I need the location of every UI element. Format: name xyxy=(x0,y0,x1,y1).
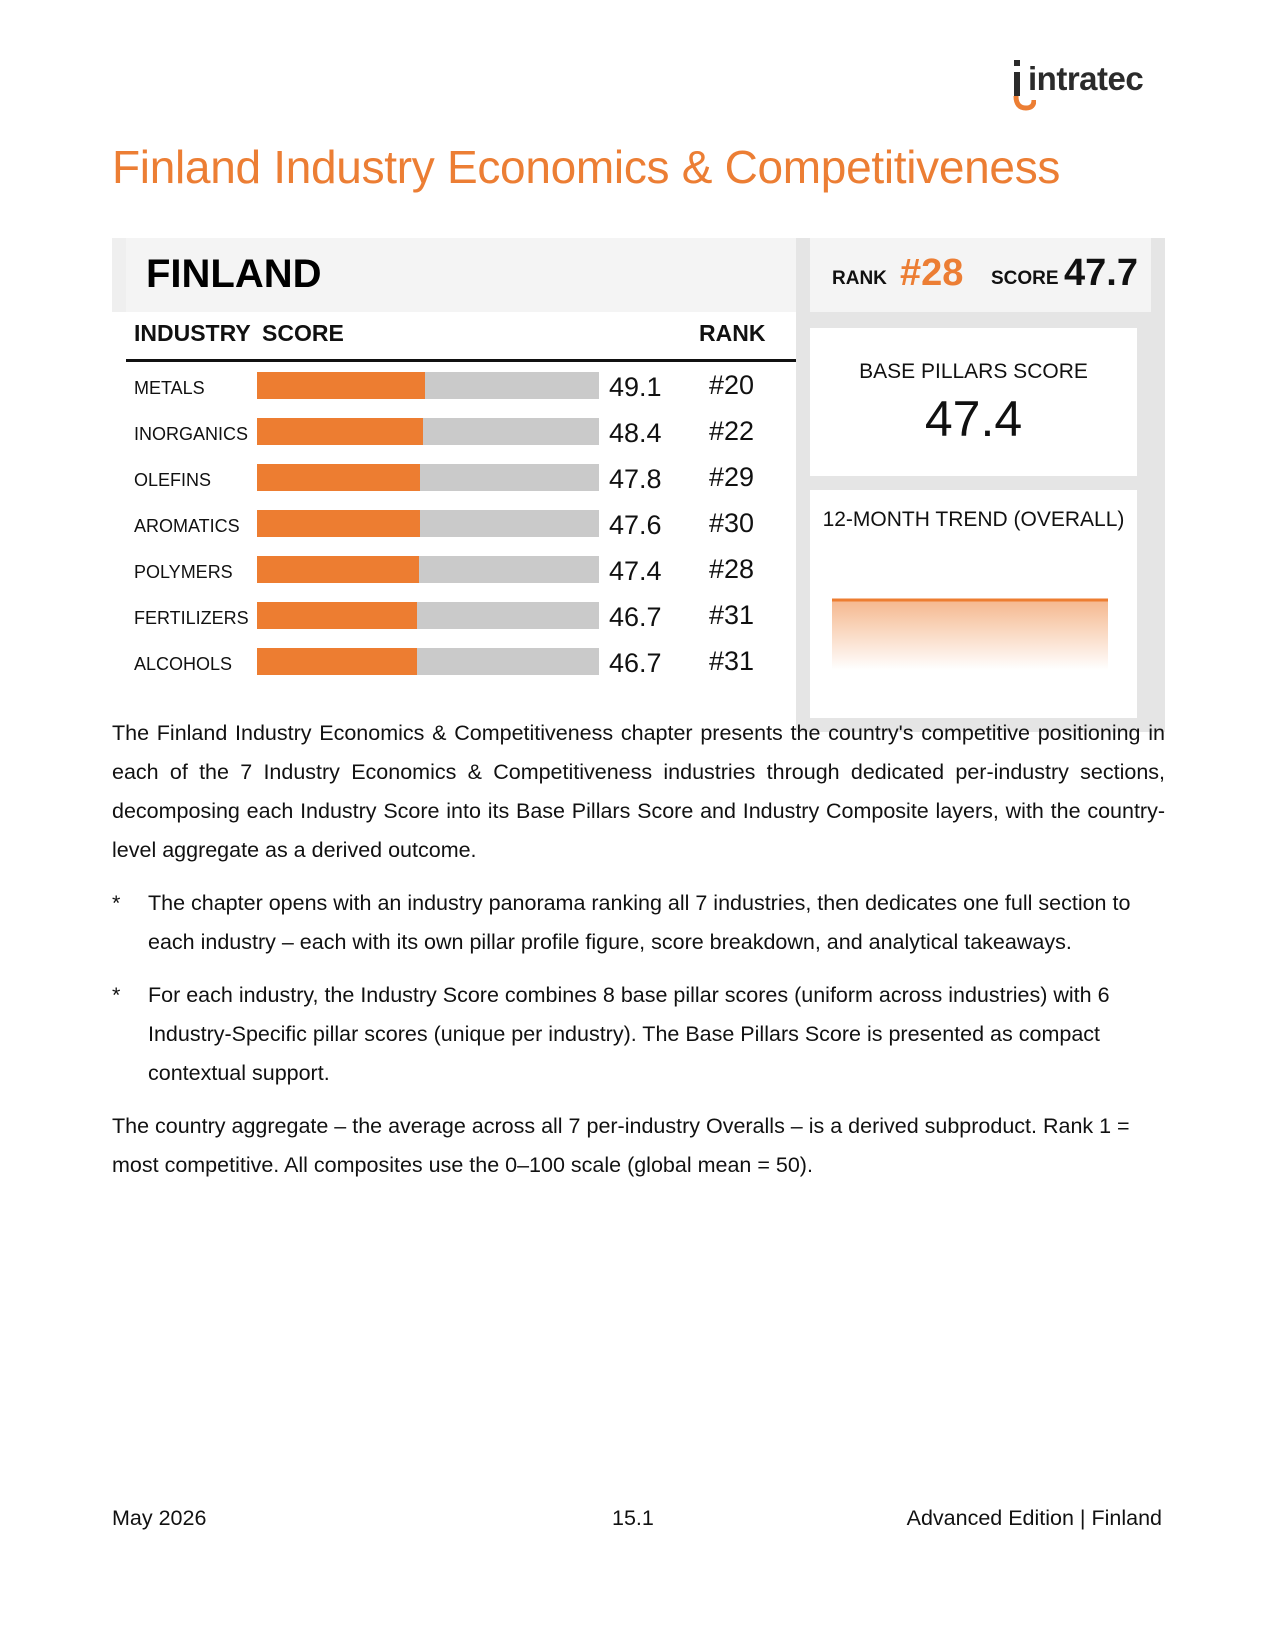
bullet-text: The chapter opens with an industry panorama ranking all 7 industries, then dedicates one full section to each industry – each with its own pillar profile figure, score breakdown, and analytical takeaways. xyxy=(148,891,1131,954)
base-pillars-value: 47.4 xyxy=(924,391,1023,447)
industry-name: FERTILIZERS xyxy=(134,608,249,628)
table-rule xyxy=(126,359,796,362)
table-row xyxy=(126,550,796,596)
bullet-marker: * xyxy=(112,983,121,1007)
header-score: SCORE xyxy=(262,320,344,346)
page-title: Finland Industry Economics & Competitiveness xyxy=(112,141,1061,193)
table-row xyxy=(126,504,796,550)
trend-label: 12-MONTH TREND (OVERALL) xyxy=(822,508,1125,531)
table-row xyxy=(126,596,796,642)
industry-name: METALS xyxy=(134,378,205,398)
industry-score: 46.7 xyxy=(609,648,662,678)
industry-rank: #31 xyxy=(709,600,755,630)
rank-score-header xyxy=(810,238,1151,312)
score-bar xyxy=(257,510,599,537)
score-bar-fill xyxy=(257,510,420,537)
industry-name: AROMATICS xyxy=(134,516,240,536)
industry-score: 48.4 xyxy=(609,418,662,448)
industry-score: 47.4 xyxy=(609,556,662,586)
score-bar-fill xyxy=(257,372,425,399)
industry-score: 47.6 xyxy=(609,510,662,540)
score-label: SCORE xyxy=(991,268,1059,289)
trend-box xyxy=(810,490,1137,718)
card-header xyxy=(112,238,796,312)
industry-rank: #20 xyxy=(709,370,755,400)
footer-date: May 2026 xyxy=(112,1506,207,1530)
rank-value: #28 xyxy=(900,252,964,294)
bullet-text: For each industry, the Industry Score combines 8 base pillar scores (uniform across industries) with 6 Industry-Specific pillar scores (unique per industry). The Base Pillars Score is presented as compact contextual support. xyxy=(148,983,1110,1085)
industry-rank: #31 xyxy=(709,646,755,676)
rank-label: RANK xyxy=(832,268,887,289)
score-value: 47.7 xyxy=(1064,252,1138,294)
industry-rank: #30 xyxy=(709,508,755,538)
score-bar-fill xyxy=(257,556,419,583)
score-bar xyxy=(257,648,599,675)
industry-name: OLEFINS xyxy=(134,470,212,490)
bullet-marker: * xyxy=(112,891,121,915)
outro-paragraph: The country aggregate – the average across all 7 per-industry Overalls – is a derived subproduct. Rank 1 = most competitive. All composites use the 0–100 scale (global mean = 50). xyxy=(112,1114,1130,1177)
table-row xyxy=(126,366,796,412)
industry-rank: #28 xyxy=(709,554,755,584)
footer-edition: Advanced Edition | Finland xyxy=(906,1506,1162,1530)
table-row xyxy=(126,412,796,458)
industry-name: POLYMERS xyxy=(134,562,233,582)
header-industry: INDUSTRY xyxy=(134,320,251,346)
industry-score: 46.7 xyxy=(609,602,662,632)
trend-sparkline xyxy=(832,590,1108,670)
score-bar-fill xyxy=(257,418,423,445)
logo-text: intratec xyxy=(1028,60,1144,97)
score-bar-fill xyxy=(257,602,417,629)
trend-area xyxy=(832,600,1108,670)
intro-paragraph: The Finland Industry Economics & Competitiveness chapter presents the country's competitive positioning in each of the 7 Industry Economics & Competitiveness industries through dedicated per-industry sections, decomposing each Industry Score into its Base Pillars Score and Industry Composite layers, with the country-level aggregate as a derived outcome. xyxy=(112,721,1165,862)
industry-score: 49.1 xyxy=(609,372,662,402)
base-pillars-label: BASE PILLARS SCORE xyxy=(859,360,1088,383)
industry-rank: #29 xyxy=(709,462,755,492)
industry-score: 47.8 xyxy=(609,464,662,494)
header-rank: RANK xyxy=(699,320,766,346)
industry-name: ALCOHOLS xyxy=(134,654,233,674)
score-bar xyxy=(257,464,599,491)
country-name: FINLAND xyxy=(146,252,322,296)
score-bar xyxy=(257,418,599,445)
summary-panel xyxy=(796,238,1165,732)
score-bar xyxy=(257,602,599,629)
country-score-card xyxy=(112,238,1165,732)
score-bar xyxy=(257,372,599,399)
score-bar xyxy=(257,556,599,583)
table-row xyxy=(126,458,796,504)
score-bar-fill xyxy=(257,464,420,491)
base-pillars-box xyxy=(810,328,1137,476)
score-bar-fill xyxy=(257,648,417,675)
industry-name: INORGANICS xyxy=(134,424,249,444)
table-row xyxy=(126,642,796,688)
footer-page-number: 15.1 xyxy=(612,1506,654,1530)
industry-rank: #22 xyxy=(709,416,755,446)
